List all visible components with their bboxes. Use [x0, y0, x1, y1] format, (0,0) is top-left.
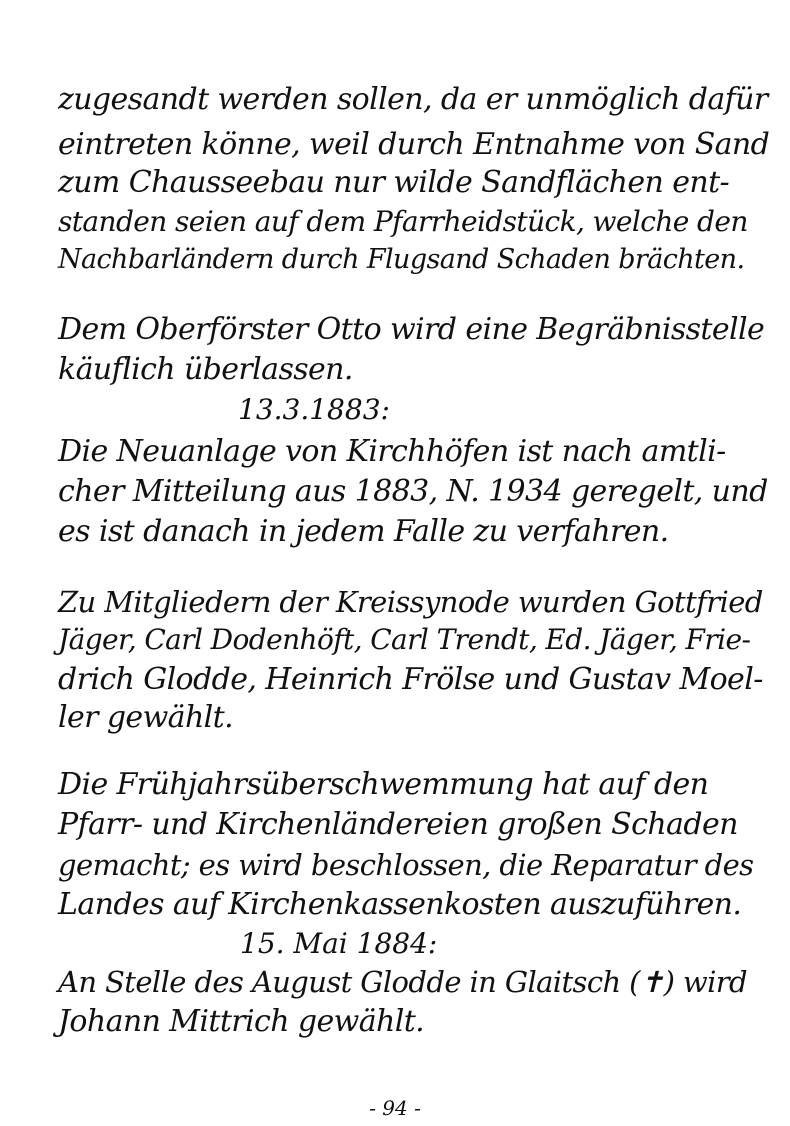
text-line: cher Mitteilung aus 1883, N. 1934 geregelt, und [58, 474, 768, 509]
text-line: zugesandt werden sollen, da er unmöglich dafür [58, 82, 768, 117]
text-line: eintreten könne, weil durch Entnahme von Sand [58, 127, 770, 162]
text-line: Johann Mittrich gewählt. [58, 1004, 425, 1039]
text-line: zum Chausseebau nur wilde Sandflächen ent- [58, 165, 730, 200]
text-line: käuflich überlassen. [58, 352, 353, 387]
text-line: standen seien auf dem Pfarrheidstück, welche den [58, 205, 748, 238]
text-line: Nachbarländern durch Flugsand Schaden brächten. [58, 244, 745, 275]
text-line: Die Frühjahrsüberschwemmung hat auf den [58, 767, 709, 802]
text-line: Pfarr- und Kirchenländereien großen Schaden [58, 807, 738, 842]
text-line: ler gewählt. [58, 700, 234, 735]
text-line: Zu Mitgliedern der Kreissynode wurden Gottfried [58, 585, 763, 619]
text-line: Dem Oberförster Otto wird eine Begräbnisstelle [58, 312, 765, 347]
text-line: Jäger, Carl Dodenhöft, Carl Trendt, Ed. Jäger, Frie- [58, 623, 751, 656]
entry-date: 15. Mai 1884: [240, 927, 438, 960]
text-line: An Stelle des August Glodde in Glaitsch (✝) wird [58, 965, 748, 999]
text-line: Landes auf Kirchenkassenkosten auszuführen. [58, 887, 742, 922]
text-line: es ist danach in jedem Falle zu verfahren. [58, 514, 669, 549]
text-line: drich Glodde, Heinrich Frölse und Gustav Moel- [58, 662, 763, 697]
text-line: gemacht; es wird beschlossen, die Reparatur des [58, 848, 754, 882]
page-number: - 94 - [369, 1096, 421, 1120]
text-line: Die Neuanlage von Kirchhöfen ist nach amtli- [58, 434, 726, 469]
entry-date: 13.3.1883: [238, 393, 390, 426]
